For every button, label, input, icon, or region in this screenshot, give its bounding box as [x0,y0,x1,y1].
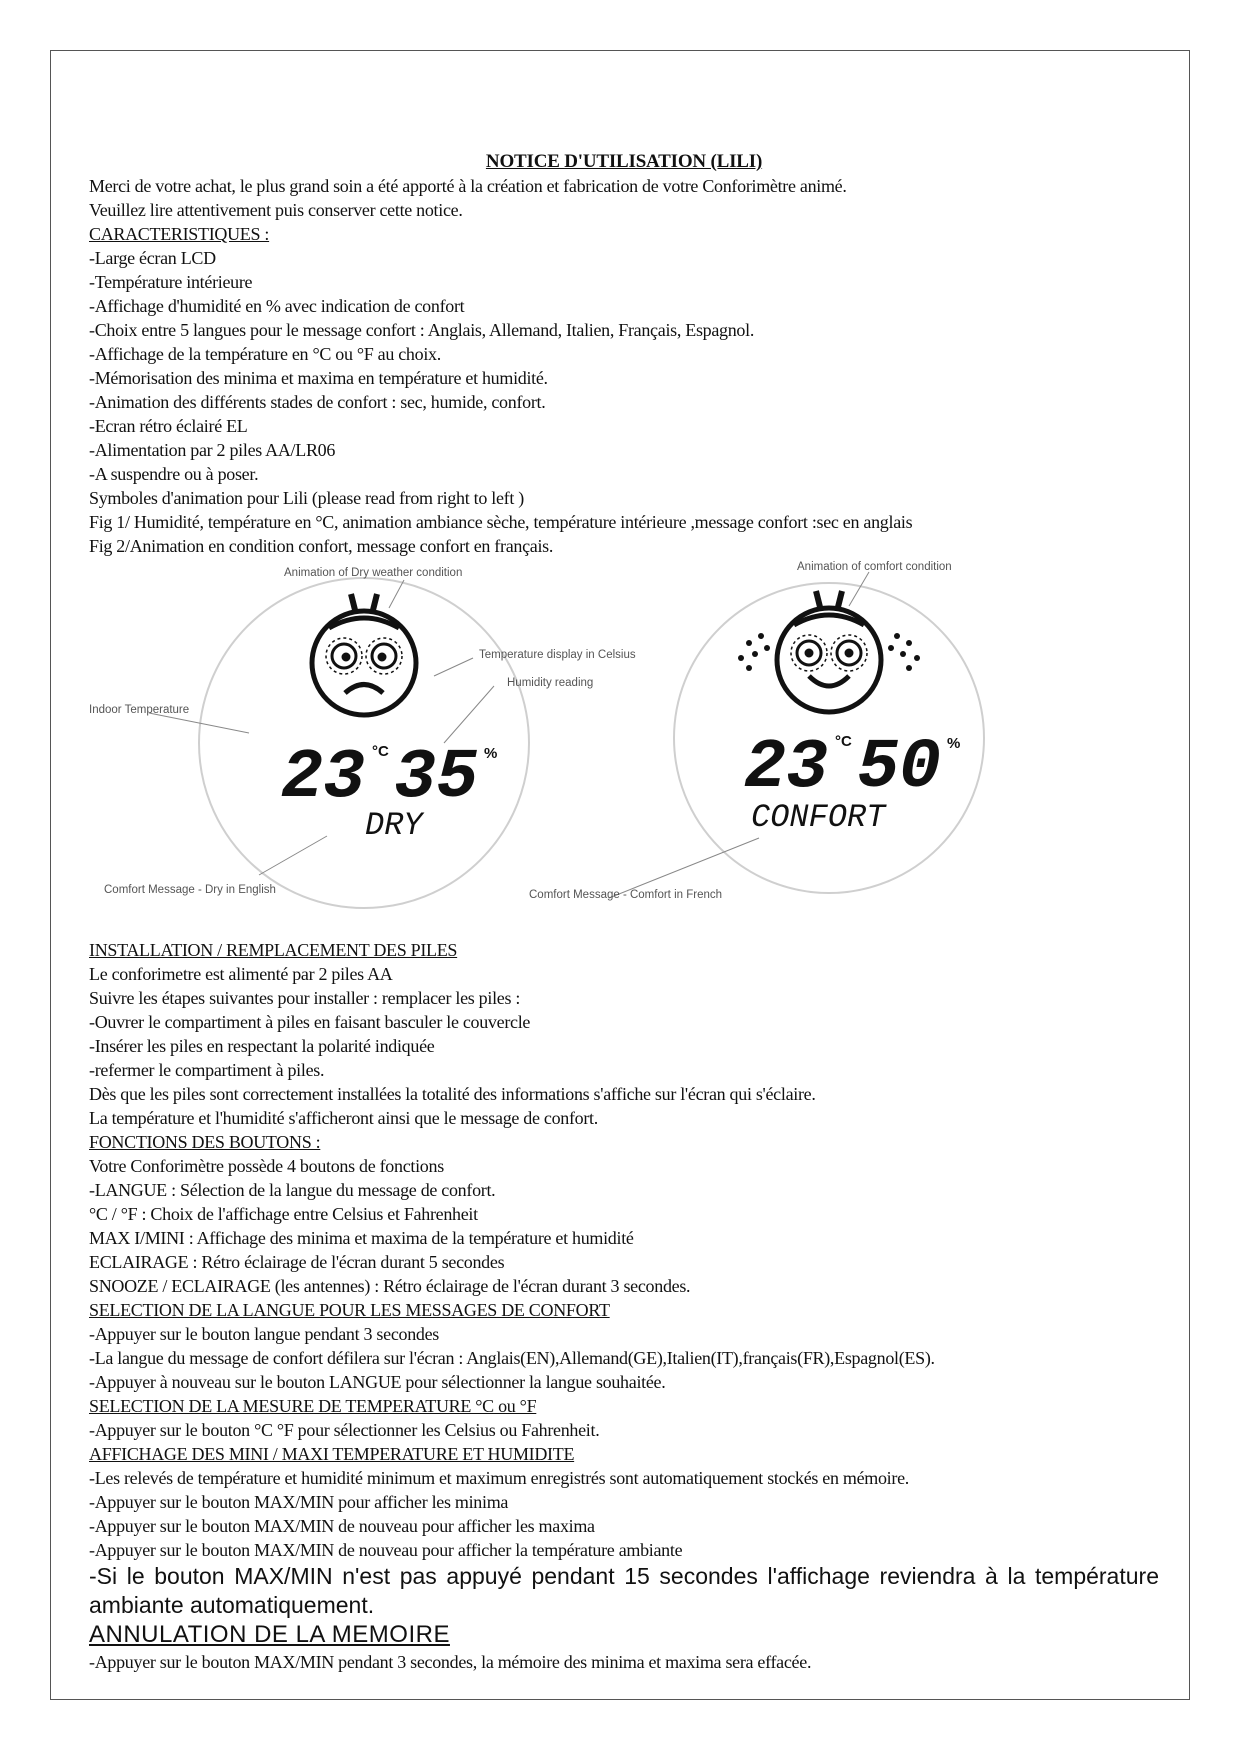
section-heading-fonctions: FONCTIONS DES BOUTONS : [89,1132,321,1152]
fig1-label-temp-display: Temperature display in Celsius [479,649,636,661]
fig1-humidity-value: 35 [394,739,479,818]
feature-item: -Affichage de la température en °C ou °F au choix. [89,344,441,364]
fig2-label-animation: Animation of comfort condition [797,561,952,573]
fig1-label-indoor: Indoor Temperature [89,704,190,716]
mesure-line: -Appuyer sur le bouton °C °F pour sélectionner les Celsius ou Fahrenheit. [89,1420,600,1440]
feature-item: -Ecran rétro éclairé EL [89,416,248,436]
fonctions-line: SNOOZE / ECLAIRAGE (les antennes) : Rétro éclairage de l'écran durant 3 secondes. [89,1276,691,1296]
fig2-label-comfort: Comfort Message - Comfort in French [529,889,723,901]
fonctions-line: ECLAIRAGE : Rétro éclairage de l'écran durant 5 secondes [89,1252,505,1272]
figure-caption-2: Fig 2/Animation en condition confort, message confort en français. [89,536,554,556]
langue-line: -Appuyer à nouveau sur le bouton LANGUE pour sélectionner la langue souhaitée. [89,1372,666,1392]
figure-caption-1: Fig 1/ Humidité, température en °C, animation ambiance sèche, température intérieure ,message confort :sec en anglais [89,512,913,532]
document-title: NOTICE D'UTILISATION (LILI) [485,151,763,172]
installation-line: -Ouvrer le compartiment à piles en faisant basculer le couvercle [89,1012,531,1032]
fig2-display [674,583,984,893]
feature-item: -A suspendre ou à poser. [89,464,259,484]
feature-item: -Alimentation par 2 piles AA/LR06 [89,440,336,460]
section-heading-caracteristiques: CARACTERISTIQUES : [89,224,270,244]
intro-line: Veuillez lire attentivement puis conserver cette notice. [89,200,463,220]
fig2-humidity-unit: % [947,735,961,752]
fig2-comfort-message: CONFORT [751,799,886,836]
fig2-callouts [609,572,869,898]
sad-face-icon [312,594,416,715]
installation-line: Le conforimetre est alimenté par 2 piles AA [89,964,393,984]
langue-line: -Appuyer sur le bouton langue pendant 3 secondes [89,1324,440,1344]
lcd-figure-svg [89,558,1159,938]
fig1-display [199,578,529,908]
section-heading-minimaxi: AFFICHAGE DES MINI / MAXI TEMPERATURE ET HUMIDITE [89,1444,575,1464]
fig1-humidity-unit: % [484,745,498,762]
fig2-temperature-unit: °C [835,733,852,750]
intro-line: Merci de votre achat, le plus grand soin a été apporté à la création et fabrication de votre Conforimètre animé. [89,176,847,196]
minimaxi-line: -Appuyer sur le bouton MAX/MIN pour afficher les minima [89,1492,509,1512]
fonctions-line: -LANGUE : Sélection de la langue du message de confort. [89,1180,496,1200]
fig2-temperature-value: 23 [744,729,829,808]
lcd-figure [89,558,1159,938]
section-heading-annulation: ANNULATION DE LA MEMOIRE [89,1621,450,1648]
fig1-callouts [149,580,494,875]
installation-line: La température et l'humidité s'afficheront ainsi que le message de confort. [89,1108,598,1128]
langue-line: -La langue du message de confort défilera sur l'écran : Anglais(EN),Allemand(GE),Italien(IT),français(FR),Espagnol(ES). [89,1348,935,1368]
fig1-temperature-value: 23 [281,739,366,818]
fonctions-line: °C / °F : Choix de l'affichage entre Celsius et Fahrenheit [89,1204,478,1224]
fig1-label-humidity: Humidity reading [507,677,594,689]
feature-item: -Température intérieure [89,272,253,292]
comfort-dots-icon [738,633,920,671]
fig1-label-animation: Animation of Dry weather condition [284,567,463,579]
annulation-line: -Appuyer sur le bouton MAX/MIN pendant 3 secondes, la mémoire des minima et maxima sera effacée. [89,1652,812,1672]
feature-item: -Animation des différents stades de confort : sec, humide, confort. [89,392,546,412]
fig1-label-comfort: Comfort Message - Dry in English [104,884,276,896]
fig2-humidity-value: 50 [857,729,942,808]
installation-line: Suivre les étapes suivantes pour installer : remplacer les piles : [89,988,521,1008]
minimaxi-line: -Les relevés de température et humidité minimum et maximum enregistrés sont automatiquement stockés en mémoire. [89,1468,909,1488]
installation-line: Dès que les piles sont correctement installées la totalité des informations s'affiche sur l'écran qui s'éclaire. [89,1084,816,1104]
feature-item: -Mémorisation des minima et maxima en température et humidité. [89,368,548,388]
animation-note: Symboles d'animation pour Lili (please read from right to left ) [89,488,524,508]
fig1-comfort-message: DRY [365,807,423,844]
document-body [89,150,1159,1674]
installation-line: -refermer le compartiment à piles. [89,1060,325,1080]
minimaxi-line: -Appuyer sur le bouton MAX/MIN de nouveau pour afficher les maxima [89,1516,595,1536]
section-heading-installation: INSTALLATION / REMPLACEMENT DES PILES [89,940,458,960]
fonctions-line: MAX I/MINI : Affichage des minima et maxima de la température et humidité [89,1228,634,1248]
fig1-temperature-unit: °C [372,743,389,760]
minimaxi-note: -Si le bouton MAX/MIN n'est pas appuyé pendant 15 secondes l'affichage reviendra à la température ambiante automatiquement. [89,1563,1159,1618]
section-heading-langue: SELECTION DE LA LANGUE POUR LES MESSAGES DE CONFORT [89,1300,610,1320]
installation-line: -Insérer les piles en respectant la polarité indiquée [89,1036,435,1056]
minimaxi-line: -Appuyer sur le bouton MAX/MIN de nouveau pour afficher la température ambiante [89,1540,683,1560]
fonctions-line: Votre Conforimètre possède 4 boutons de fonctions [89,1156,444,1176]
section-heading-mesure: SELECTION DE LA MESURE DE TEMPERATURE °C ou °F [89,1396,537,1416]
happy-face-icon [777,591,881,712]
feature-item: -Choix entre 5 langues pour le message confort : Anglais, Allemand, Italien, Français, Espagnol. [89,320,755,340]
feature-item: -Large écran LCD [89,248,216,268]
feature-item: -Affichage d'humidité en % avec indication de confort [89,296,465,316]
